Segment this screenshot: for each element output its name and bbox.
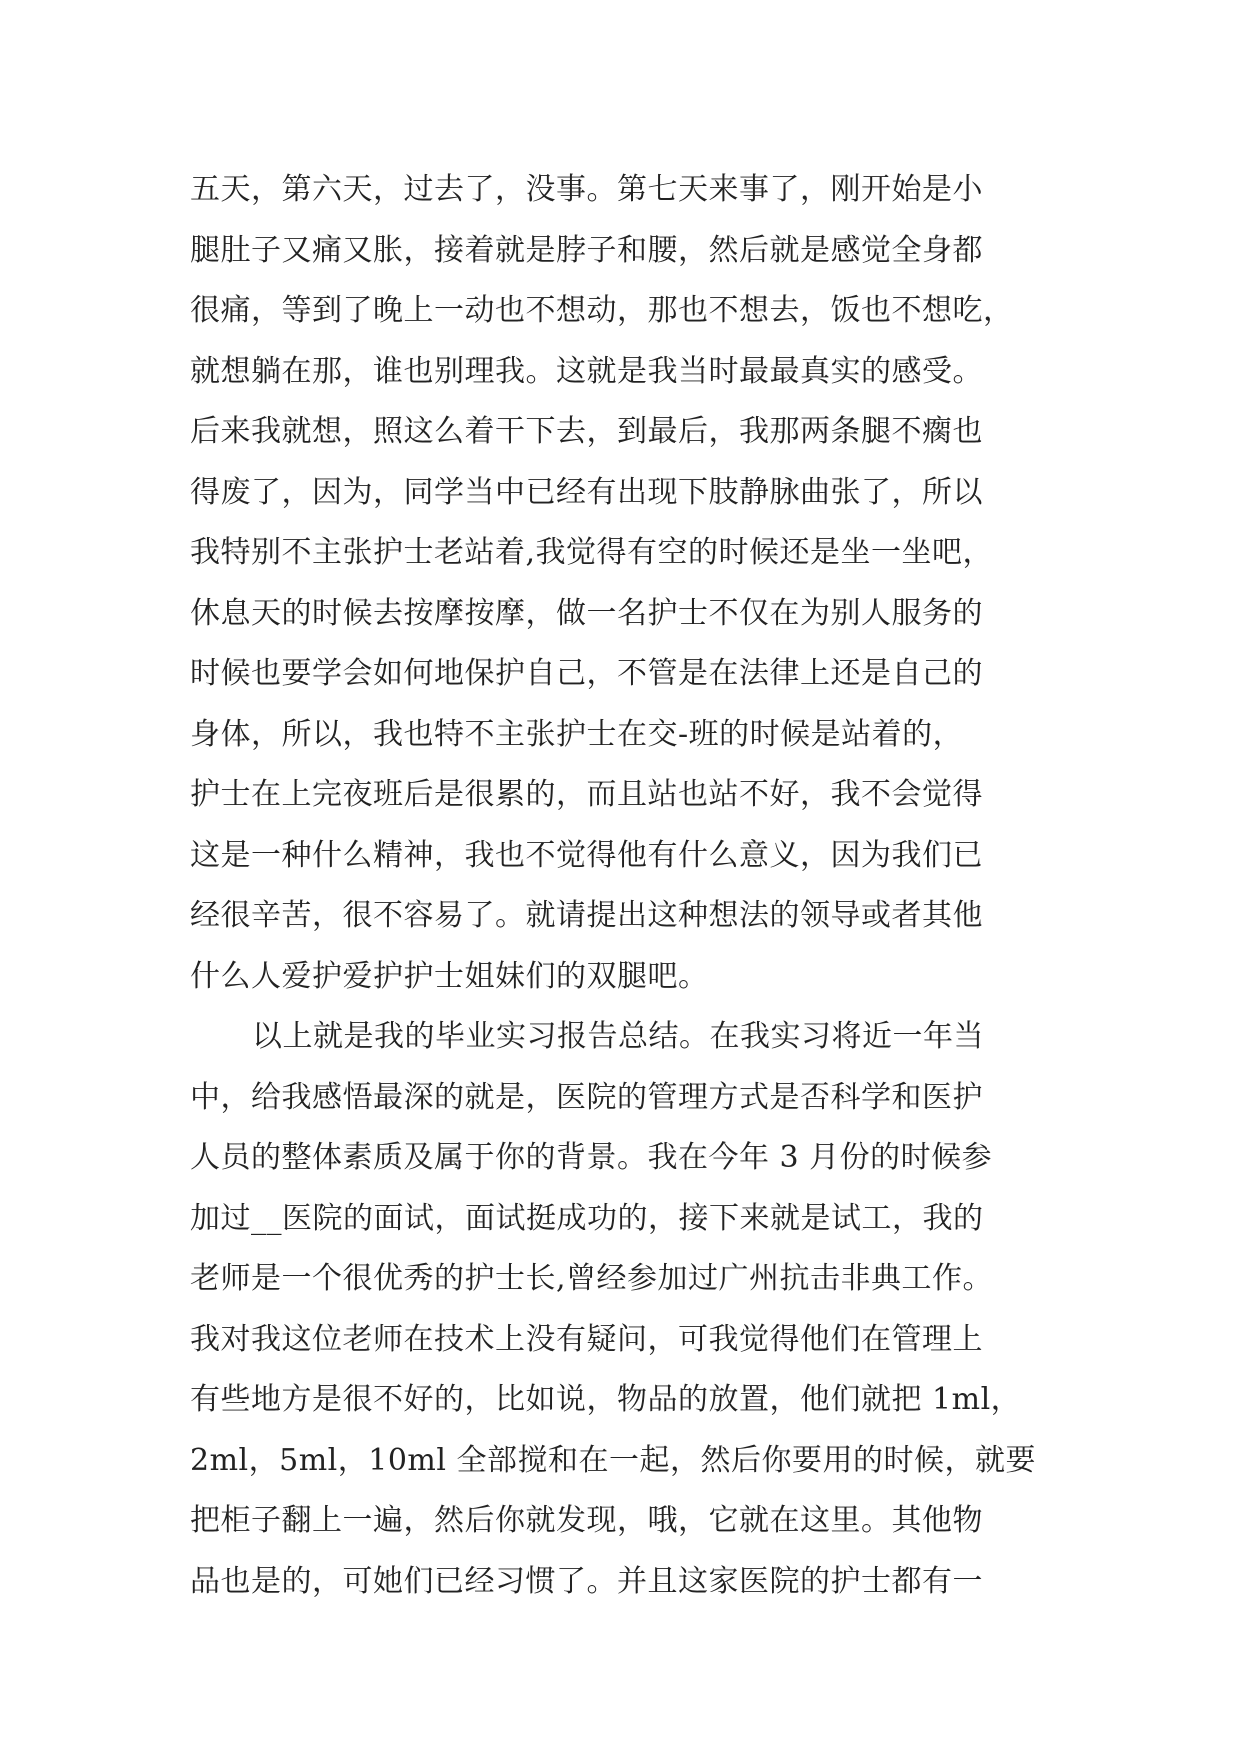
paragraph-start-line: 以上就是我的毕业实习报告总结。在我实习将近一年当 [252,1019,984,1054]
text-line: 身体，所以，我也特不主张护士在交-班的时候是站着的， [190,716,964,752]
text-line: 中，给我感悟最深的就是，医院的管理方式是否科学和医护 [190,1079,983,1115]
text-line: 老师是一个很优秀的护士长,曾经参加过广州抗击非典工作。 [190,1261,994,1296]
text-line: 经很辛苦，很不容易了。就请提出这种想法的领导或者其他 [190,898,983,933]
text-line: 这是一种什么精神，我也不觉得他有什么意义，因为我们已 [190,837,983,873]
text-line: 腿肚子又痛又胀，接着就是脖子和腰，然后就是感觉全身都 [190,232,983,268]
text-line: 2ml，5ml，10ml 全部搅和在一起，然后你要用的时候，就要 [190,1442,1037,1478]
text-line: 什么人爱护爱护护士姐妹们的双腿吧。 [190,958,709,994]
text-line: 护士在上完夜班后是很累的，而且站也站不好，我不会觉得 [190,777,983,812]
text-line: 加过__医院的面试，面试挺成功的，接下来就是试工，我的 [190,1200,984,1236]
text-line: 品也是的，可她们已经习惯了。并且这家医院的护士都有一 [190,1563,983,1599]
text-line: 就想躺在那，谁也别理我。这就是我当时最最真实的感受。 [190,353,983,389]
text-line: 人员的整体素质及属于你的背景。我在今年 3 月份的时候参 [190,1140,993,1175]
body-text [190,160,1070,1612]
text-line: 我特别不主张护士老站着,我觉得有空的时候还是坐一坐吧， [190,535,994,570]
text-line: 时候也要学会如何地保护自己，不管是在法律上还是自己的 [190,656,983,691]
text-line: 有些地方是很不好的，比如说，物品的放置，他们就把 1ml， [190,1382,1022,1417]
text-line: 得废了，因为，同学当中已经有出现下肢静脉曲张了，所以 [190,474,983,510]
text-line: 休息天的时候去按摩按摩，做一名护士不仅在为别人服务的 [190,595,983,631]
text-line: 后来我就想，照这么着干下去，到最后，我那两条腿不瘸也 [190,414,983,449]
text-line: 把柜子翻上一遍，然后你就发现，哦，它就在这里。其他物 [190,1503,983,1538]
text-line: 我对我这位老师在技术上没有疑问，可我觉得他们在管理上 [190,1321,983,1357]
text-line: 很痛，等到了晚上一动也不想动，那也不想去，饭也不想吃， [190,293,1014,328]
text-line: 五天，第六天，过去了，没事。第七天来事了，刚开始是小 [190,172,983,207]
